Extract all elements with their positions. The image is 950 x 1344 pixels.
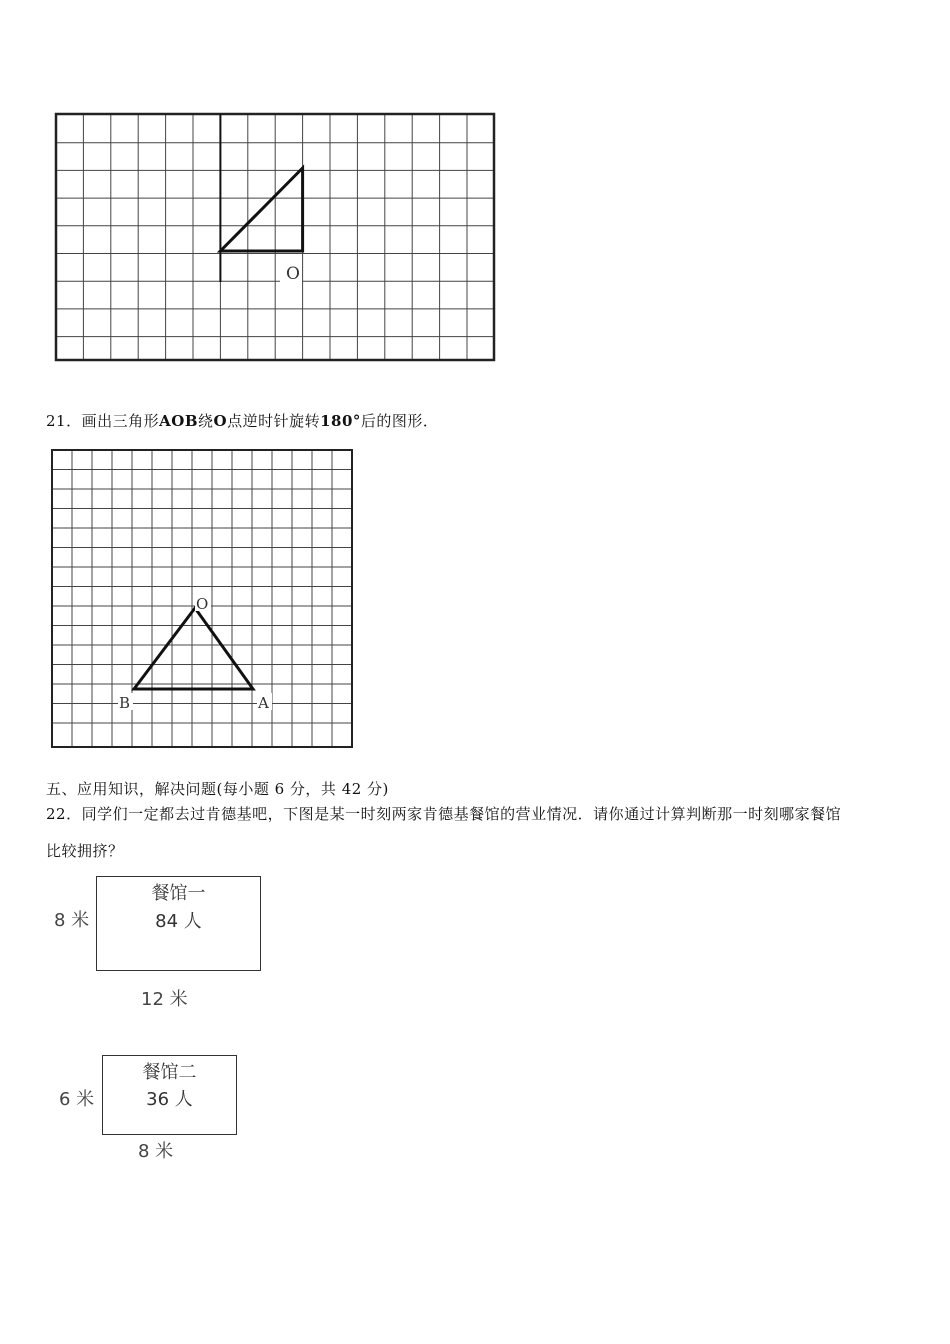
right-triangle bbox=[220, 168, 302, 251]
restaurant-2-people: 36 人 bbox=[146, 1089, 193, 1110]
question-number: 21． bbox=[46, 412, 82, 430]
question-22-line-1: 22．同学们一定都去过肯德基吧，下图是某一时刻两家肯德基餐馆的营业情况．请你通过计算判断那一时刻哪家餐馆 bbox=[46, 805, 842, 823]
question-22-line-2: 比较拥挤？ bbox=[46, 842, 124, 860]
point-o-label: O bbox=[286, 264, 300, 284]
restaurant-2-width: 8 米 bbox=[138, 1141, 174, 1162]
restaurant-2-box bbox=[102, 1055, 237, 1135]
restaurant-1-box bbox=[96, 876, 261, 971]
question-number: 22． bbox=[46, 805, 82, 823]
restaurant-1-width: 12 米 bbox=[141, 989, 188, 1010]
restaurant-2-height: 6 米 bbox=[59, 1089, 95, 1110]
top-grid-figure bbox=[54, 112, 496, 364]
restaurant-1-people: 84 人 bbox=[155, 911, 202, 932]
restaurant-2-name: 餐馆二 bbox=[142, 1062, 197, 1083]
point-b-label: B bbox=[119, 694, 131, 712]
rotation-grid-figure bbox=[50, 448, 354, 750]
restaurant-1-height: 8 米 bbox=[54, 910, 90, 931]
section-5-heading: 五、应用知识，解决问题(每小题 6 分，共 42 分) bbox=[46, 780, 389, 798]
top-grid-lines bbox=[56, 114, 494, 360]
point-o-label: O bbox=[196, 595, 209, 613]
restaurant-1-name: 餐馆一 bbox=[151, 883, 206, 904]
point-a-label: A bbox=[258, 694, 269, 712]
question-21: 21．画出三角形AOB绕O点逆时针旋转180°后的图形． bbox=[46, 412, 439, 430]
